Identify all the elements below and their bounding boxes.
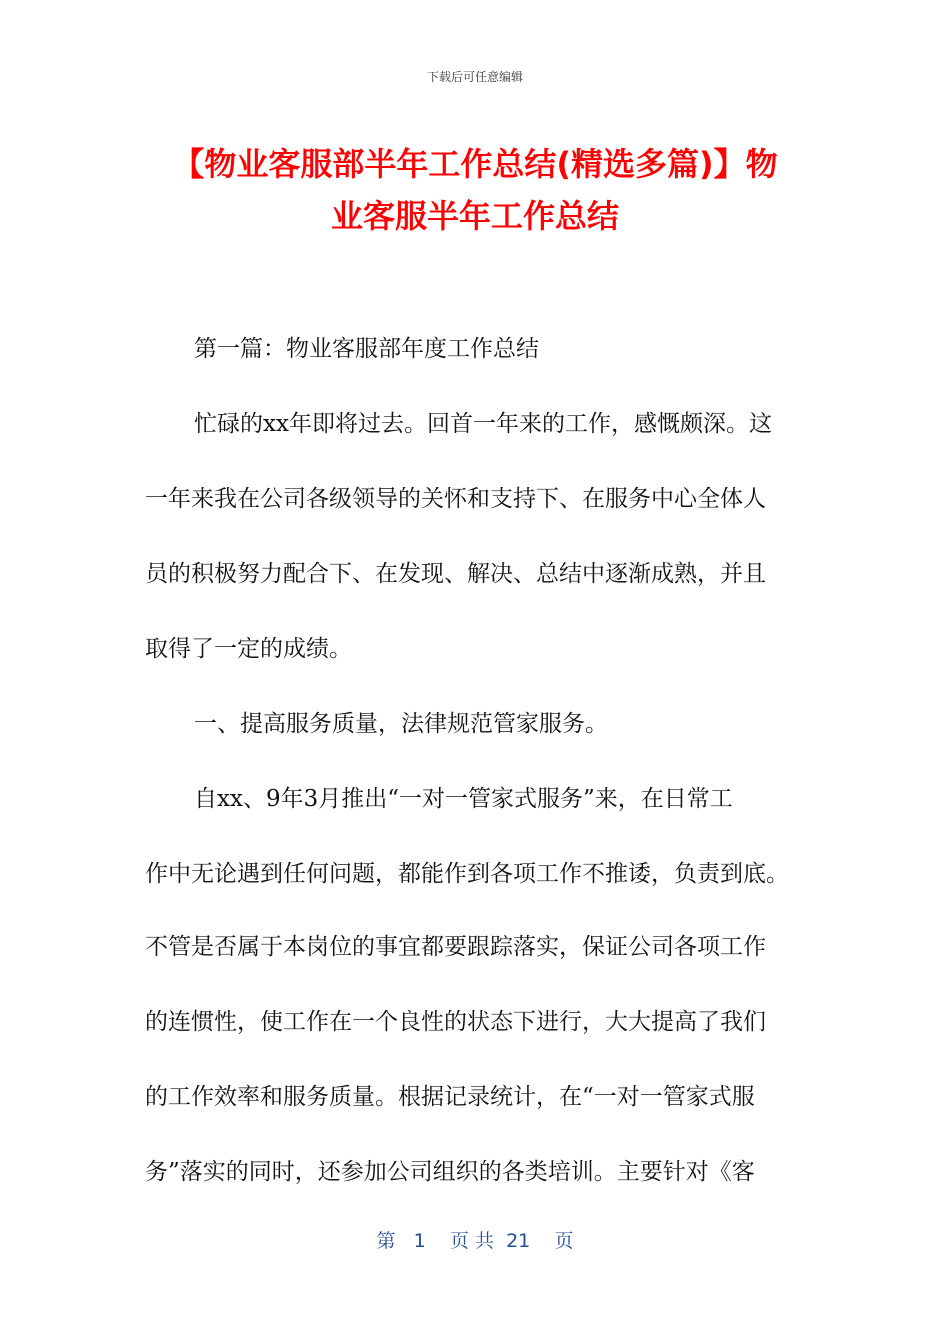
paragraph-line: 的工作效率和服务质量。根据记录统计，在“一对一管家式服 <box>145 1084 755 1110</box>
footer-prefix: 第 <box>376 1230 396 1252</box>
paragraph-line: 作中无论遇到任何问题，都能作到各项工作不推诿，负责到底。 <box>145 861 789 887</box>
paragraph-line: 取得了一定的成绩。 <box>145 636 352 662</box>
title-line-2: 业客服半年工作总结 <box>330 197 619 235</box>
paragraph-line: 不管是否属于本岗位的事宜都要跟踪落实，保证公司各项工作 <box>145 934 766 960</box>
page-footer <box>0 1226 950 1253</box>
paragraph-line: 自xx、9年3月推出“一对一管家式服务”来，在日常工 <box>194 786 733 812</box>
paragraph-line: 员的积极努力配合下、在发现、解决、总结中逐渐成熟，并且 <box>145 561 766 587</box>
section-heading: 第一篇：物业客服部年度工作总结 <box>194 336 539 362</box>
footer-suffix: 页 <box>554 1230 574 1252</box>
paragraph-line: 务”落实的同时，还参加公司组织的各类培训。主要针对《客 <box>145 1159 755 1185</box>
page-header: 下载后可任意编辑 <box>426 70 523 84</box>
paragraph-line: 忙碌的xx年即将过去。回首一年来的工作，感慨颇深。这 <box>194 411 772 437</box>
footer-page-number: 1 <box>413 1230 426 1252</box>
document-title <box>120 138 830 242</box>
paragraph-line: 一年来我在公司各级领导的关怀和支持下、在服务中心全体人 <box>145 486 766 512</box>
title-line-1: 【物业客服部半年工作总结(精选多篇)】物 <box>172 145 778 183</box>
footer-total-pages: 21 <box>506 1230 531 1252</box>
subsection-heading: 一、提高服务质量，法律规范管家服务。 <box>194 711 608 737</box>
paragraph-line: 的连惯性，使工作在一个良性的状态下进行，大大提高了我们 <box>145 1009 766 1035</box>
footer-middle: 页 共 <box>449 1230 494 1252</box>
